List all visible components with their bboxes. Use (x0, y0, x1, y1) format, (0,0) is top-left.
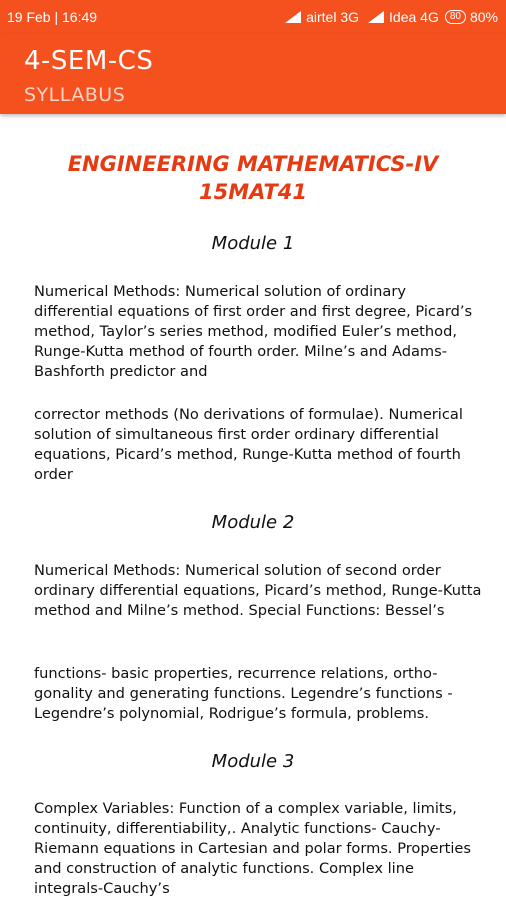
status-indicators (285, 9, 498, 25)
document-content[interactable] (0, 114, 506, 900)
signal-icon (285, 11, 301, 23)
carrier-2-label: Idea 4G (389, 9, 439, 25)
document-title-line-1: ENGINEERING MATHEMATICS-IV (67, 152, 439, 176)
status-time: 19 Feb | 16:49 (7, 9, 98, 25)
app-bar (0, 34, 506, 114)
module-2-paragraph-2: functions- basic properties, recurrence relations, ortho-gonality and generating functions. Legendre’s functions - Legendre’s polynomial, Rodrigue’s formula, problems. (34, 665, 453, 722)
module-3-paragraph-1: Complex Variables: Function of a complex variable, limits, continuity, differentiability,. Analytic functions- Cauchy-Riemann equations in Cartesian and polar forms. Properties and construction of analytic functions. Complex line integrals-Cauchy’s (34, 800, 471, 897)
status-bar (0, 0, 506, 34)
app-title: 4-SEM-CS (24, 46, 154, 76)
module-2-paragraph-1: Numerical Methods: Numerical solution of second order ordinary differential equations, Picard’s method, Runge-Kutta method and Milne’s method. Special Functions: Bessel’s (34, 562, 482, 619)
carrier-1-label: airtel 3G (306, 9, 360, 25)
battery-level: 80 (449, 11, 461, 22)
battery-percent: 80% (469, 9, 498, 25)
module-1-paragraph-2: corrector methods (No derivations of formulae). Numerical solution of simultaneous first order ordinary differential equations, Picard’s method, Runge-Kutta method of fourth order (34, 406, 463, 483)
module-3-heading: Module 3 (211, 751, 295, 772)
document-title-line-2: 15MAT41 (199, 180, 307, 204)
module-2-heading: Module 2 (211, 512, 295, 533)
app-subtitle: SYLLABUS (24, 84, 126, 106)
signal-icon (368, 11, 384, 23)
battery-icon (445, 10, 466, 24)
document-title (0, 150, 506, 206)
module-1-paragraph-1: Numerical Methods: Numerical solution of ordinary differential equations of first order and first degree, Picard’s method, Taylor’s series method, modified Euler’s method, Runge-Kutta method of fourth order. Milne’s and Adams-Bashforth predictor and (34, 283, 473, 380)
module-1-heading: Module 1 (211, 233, 295, 254)
